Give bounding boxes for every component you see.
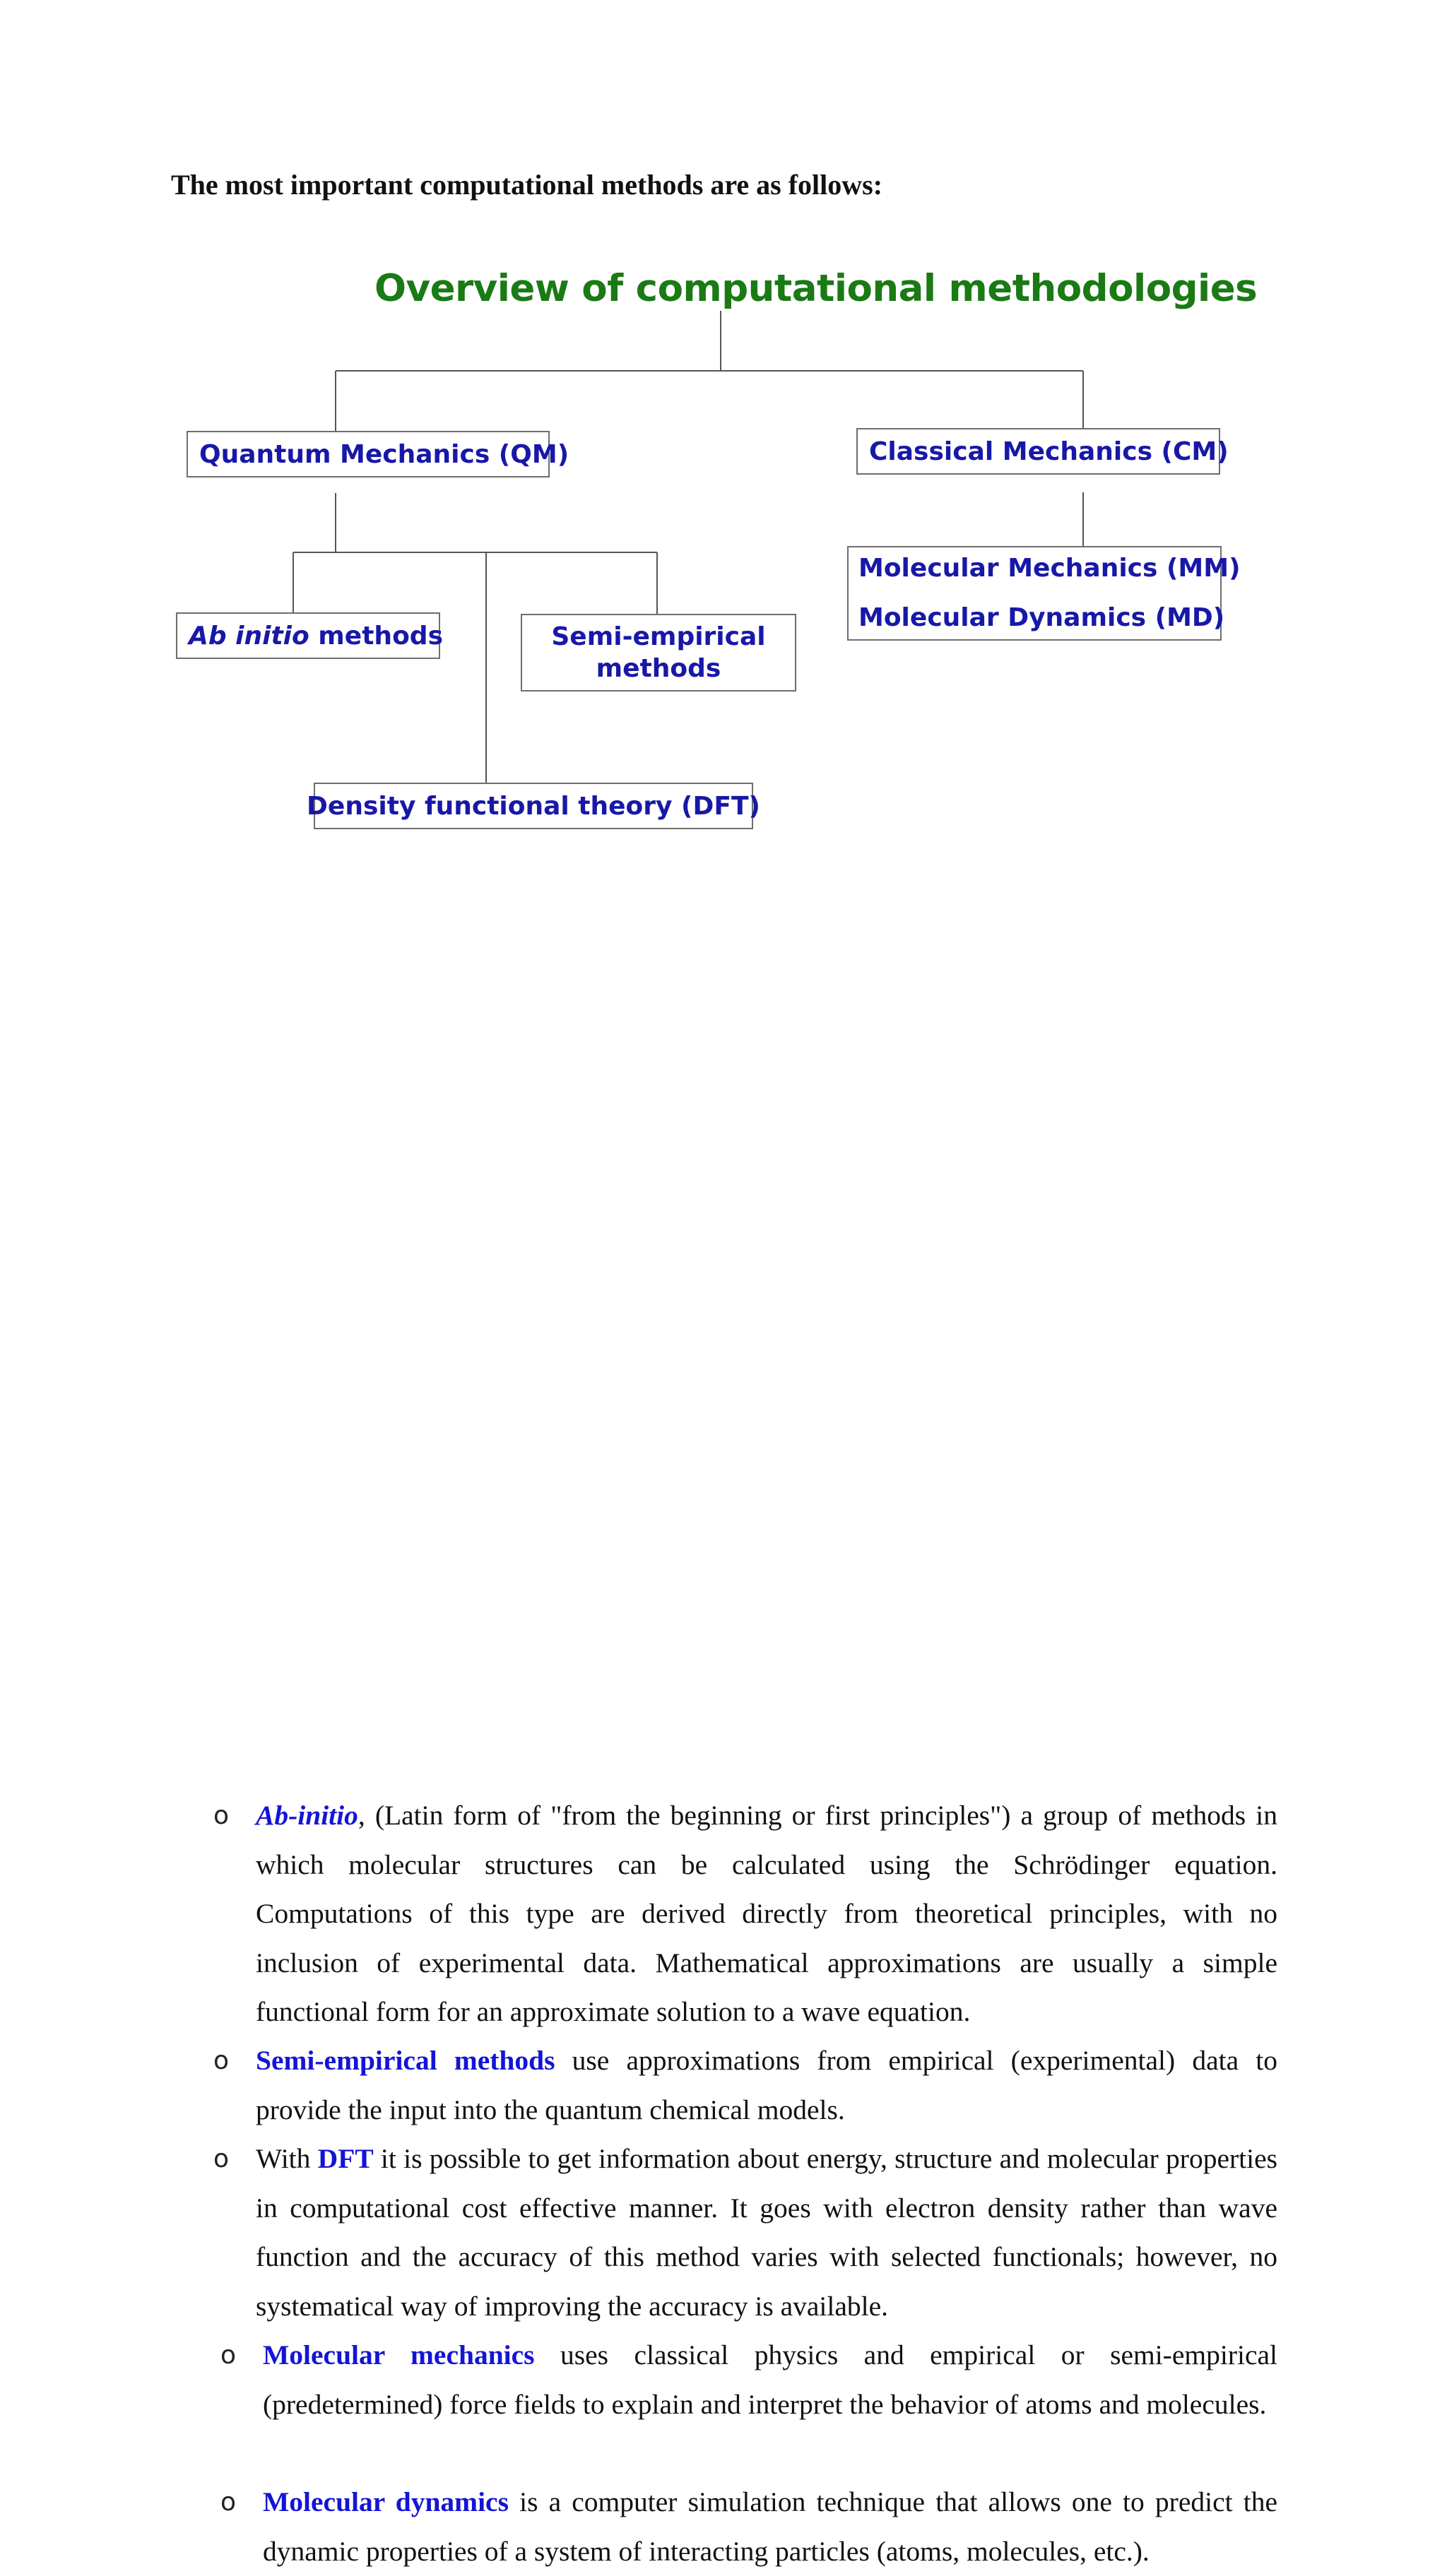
bullet-paragraph: With DFT it is possible to get information about energy, structure and molecular properties in computational cost effective manner. It goes with electron density rather than wave function and the accuracy of this method varies with selected functionals; however, no systematical way of improving the accuracy is available. [256, 2143, 1277, 2322]
diagram-title: Overview of computational methodologies [374, 267, 1258, 310]
bullet-marker: o [213, 2046, 230, 2075]
bullet-paragraph: Molecular mechanics uses classical physics and empirical or semi-empirical (predetermined) force fields to explain and interpret the behavior of atoms and molecules. [263, 2339, 1277, 2420]
bullet-paragraph: Semi-empirical methods use approximations from empirical (experimental) data to provide the input into the quantum chemical models. [256, 2045, 1277, 2125]
term-molecular-mechanics: Molecular mechanics [263, 2339, 535, 2370]
diagram-connectors [0, 0, 1447, 848]
methodology-diagram [0, 0, 1447, 848]
term-molecular-dynamics: Molecular dynamics [263, 2486, 509, 2517]
node-quantum-mechanics [187, 431, 569, 477]
bullet-marker: o [213, 2144, 230, 2173]
bullet-marker: o [220, 2341, 237, 2370]
node-label-line: Molecular Mechanics (MM) [858, 553, 1241, 583]
node-label: Classical Mechanics (CM) [869, 437, 1229, 466]
node-label: Density functional theory (DFT) [307, 791, 760, 821]
intro-heading: The most important computational methods are as follows: [171, 169, 883, 201]
node-dft [307, 783, 760, 829]
bullet-paragraph: Ab-initio, (Latin form of "from the beginning or first principles") a group of methods in which molecular structures can be calculated using the Schrödinger equation. Computations of this type are derived directly from theoretical principles, with no inclusion of experimental data. Mathematical approximations are usually a simple functional form for an approximate solution to a wave equation. [256, 1800, 1277, 2027]
term-ab-initio: Ab-initio [256, 1800, 358, 1831]
node-label-line: Semi-empirical [551, 622, 766, 651]
node-label-line: Molecular Dynamics (MD) [858, 603, 1225, 632]
node-label: Quantum Mechanics (QM) [199, 439, 569, 469]
bullet-paragraph: Molecular dynamics is a computer simulation technique that allows one to predict the dynamic properties of a system of interacting particles (atoms, molecules, etc.). [263, 2486, 1277, 2567]
node-label-line: methods [596, 654, 721, 683]
node-mm-md [847, 546, 1241, 641]
node-classical-mechanics [856, 428, 1229, 475]
node-semi-empirical [521, 614, 796, 692]
node-label: Ab initio methods [189, 621, 443, 651]
bullet-marker: o [213, 1801, 230, 1830]
term-dft: DFT [317, 2143, 374, 2174]
bullet-marker: o [220, 2488, 237, 2517]
node-ab-initio [176, 612, 443, 659]
term-semi-empirical: Semi-empirical methods [256, 2045, 555, 2076]
